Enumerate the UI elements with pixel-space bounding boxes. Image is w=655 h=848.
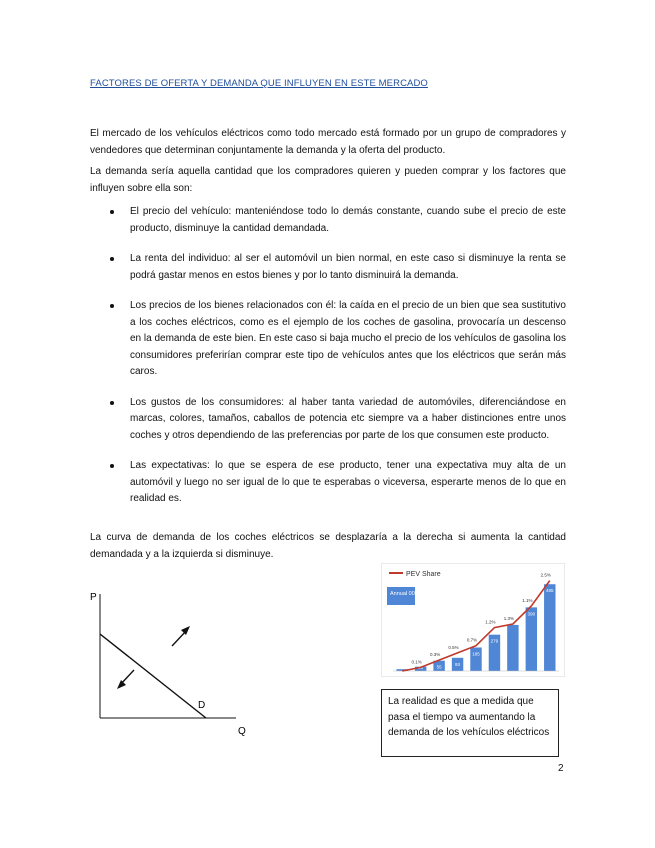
- demand-curve-paragraph: La curva de demanda de los coches eléctricos se desplazaría a la derecha si aumenta la cantidad demandada y a la izquierda si disminuye.: [90, 532, 566, 560]
- bar-value-label: 93: [455, 661, 461, 667]
- factors-list: [90, 204, 566, 522]
- share-value-label: 0.7%: [466, 637, 478, 643]
- demand-curve-line: [100, 634, 206, 718]
- quantity-axis-label: Q: [238, 726, 246, 737]
- bullet-icon: [110, 210, 114, 214]
- share-value-label: 0.1%: [411, 659, 422, 665]
- price-axis-label: P: [90, 592, 97, 603]
- demand-curve-diagram: [86, 588, 266, 738]
- bar-value-label: 185: [472, 651, 480, 657]
- bullet-icon: [110, 401, 114, 405]
- pev-share-chart: [381, 563, 565, 677]
- list-item: Los gustos de los consumidores: al haber tanta variedad de automóviles, diferenciándose en marcas, colores, tamaños, caballos de potencia etc siempre va a haber distinciones entre unos coches y otros dependiendo de las preferencias por parte de los que consumen este producto.: [90, 395, 566, 445]
- share-value-label: 1.2%: [485, 619, 496, 625]
- share-value-label: 2.5%: [540, 572, 551, 578]
- bar-value-label: 390: [527, 611, 536, 617]
- list-item: El precio del vehículo: manteniéndose todo lo demás constante, cuando sube el precio de este producto, disminuye la cantidad demandada.: [90, 204, 566, 237]
- section-heading: FACTORES DE OFERTA Y DEMANDA QUE INFLUYEN EN ESTE MERCADO: [90, 78, 428, 89]
- share-value-label: 0.5%: [448, 644, 459, 650]
- bullet-icon: [110, 304, 114, 308]
- demand-definition-paragraph: La demanda sería aquella cantidad que los compradores quieren y pueden comprar y los factores que influyen sobre ella son:: [90, 166, 566, 194]
- share-value-label: 1.3%: [503, 616, 515, 621]
- list-item: Las expectativas: lo que se espera de ese producto, tener una expectativa muy alta de un automóvil y luego no ser igual de lo que te esperabas o viceversa, esperarte menos de lo que en realidad es.: [90, 458, 566, 508]
- share-value-label: 0.3%: [429, 652, 441, 658]
- list-item: La renta del individuo: al ser el automóvil un bien normal, en este caso si disminuye la renta se podrá gastar menos en estos bienes y por lo tanto disminuirá la demanda.: [90, 251, 566, 284]
- intro-paragraph: El mercado de los vehículos eléctricos como todo mercado está formado por un grupo de compradores y vendedores que determinan conjuntamente la demanda y la oferta del producto.: [90, 128, 566, 156]
- demand-curve-label: D: [198, 700, 206, 711]
- list-item: Los precios de los bienes relacionados con él: la caída en el precio de un bien que sea sustitutivo a los coches eléctricos, como es el ejemplo de los coches de gasolina, provocaría un descenso en la demanda de este bien. En este caso si baja mucho el precio de los vehículos de gasolina los consumidores preferirían comprar este tipo de vehículos antes que los eléctricos que serán más caros.: [90, 298, 566, 381]
- page-number: 2: [558, 763, 564, 774]
- shift-left-arrow-icon: [117, 670, 134, 689]
- chart-caption-box: La realidad es que a medida que pasa el tiempo va aumentando la demanda de los vehículos eléctricos: [381, 689, 559, 757]
- bar-9: [544, 584, 555, 671]
- share-value-label: 1.1%: [522, 597, 533, 603]
- bar-value-label: 13: [418, 665, 424, 670]
- bar-8: [526, 607, 537, 671]
- bar-value-label: 55: [436, 664, 442, 670]
- bar-series-label: Annual 000s: [390, 591, 421, 597]
- bar-value-label: 485: [546, 588, 554, 594]
- legend-label: PEV Share: [406, 571, 441, 578]
- bar-value-label: 279: [490, 638, 499, 644]
- bullet-icon: [110, 257, 114, 261]
- bar-7: [507, 625, 518, 671]
- bullet-icon: [110, 464, 114, 468]
- shift-right-arrow-icon: [172, 626, 190, 646]
